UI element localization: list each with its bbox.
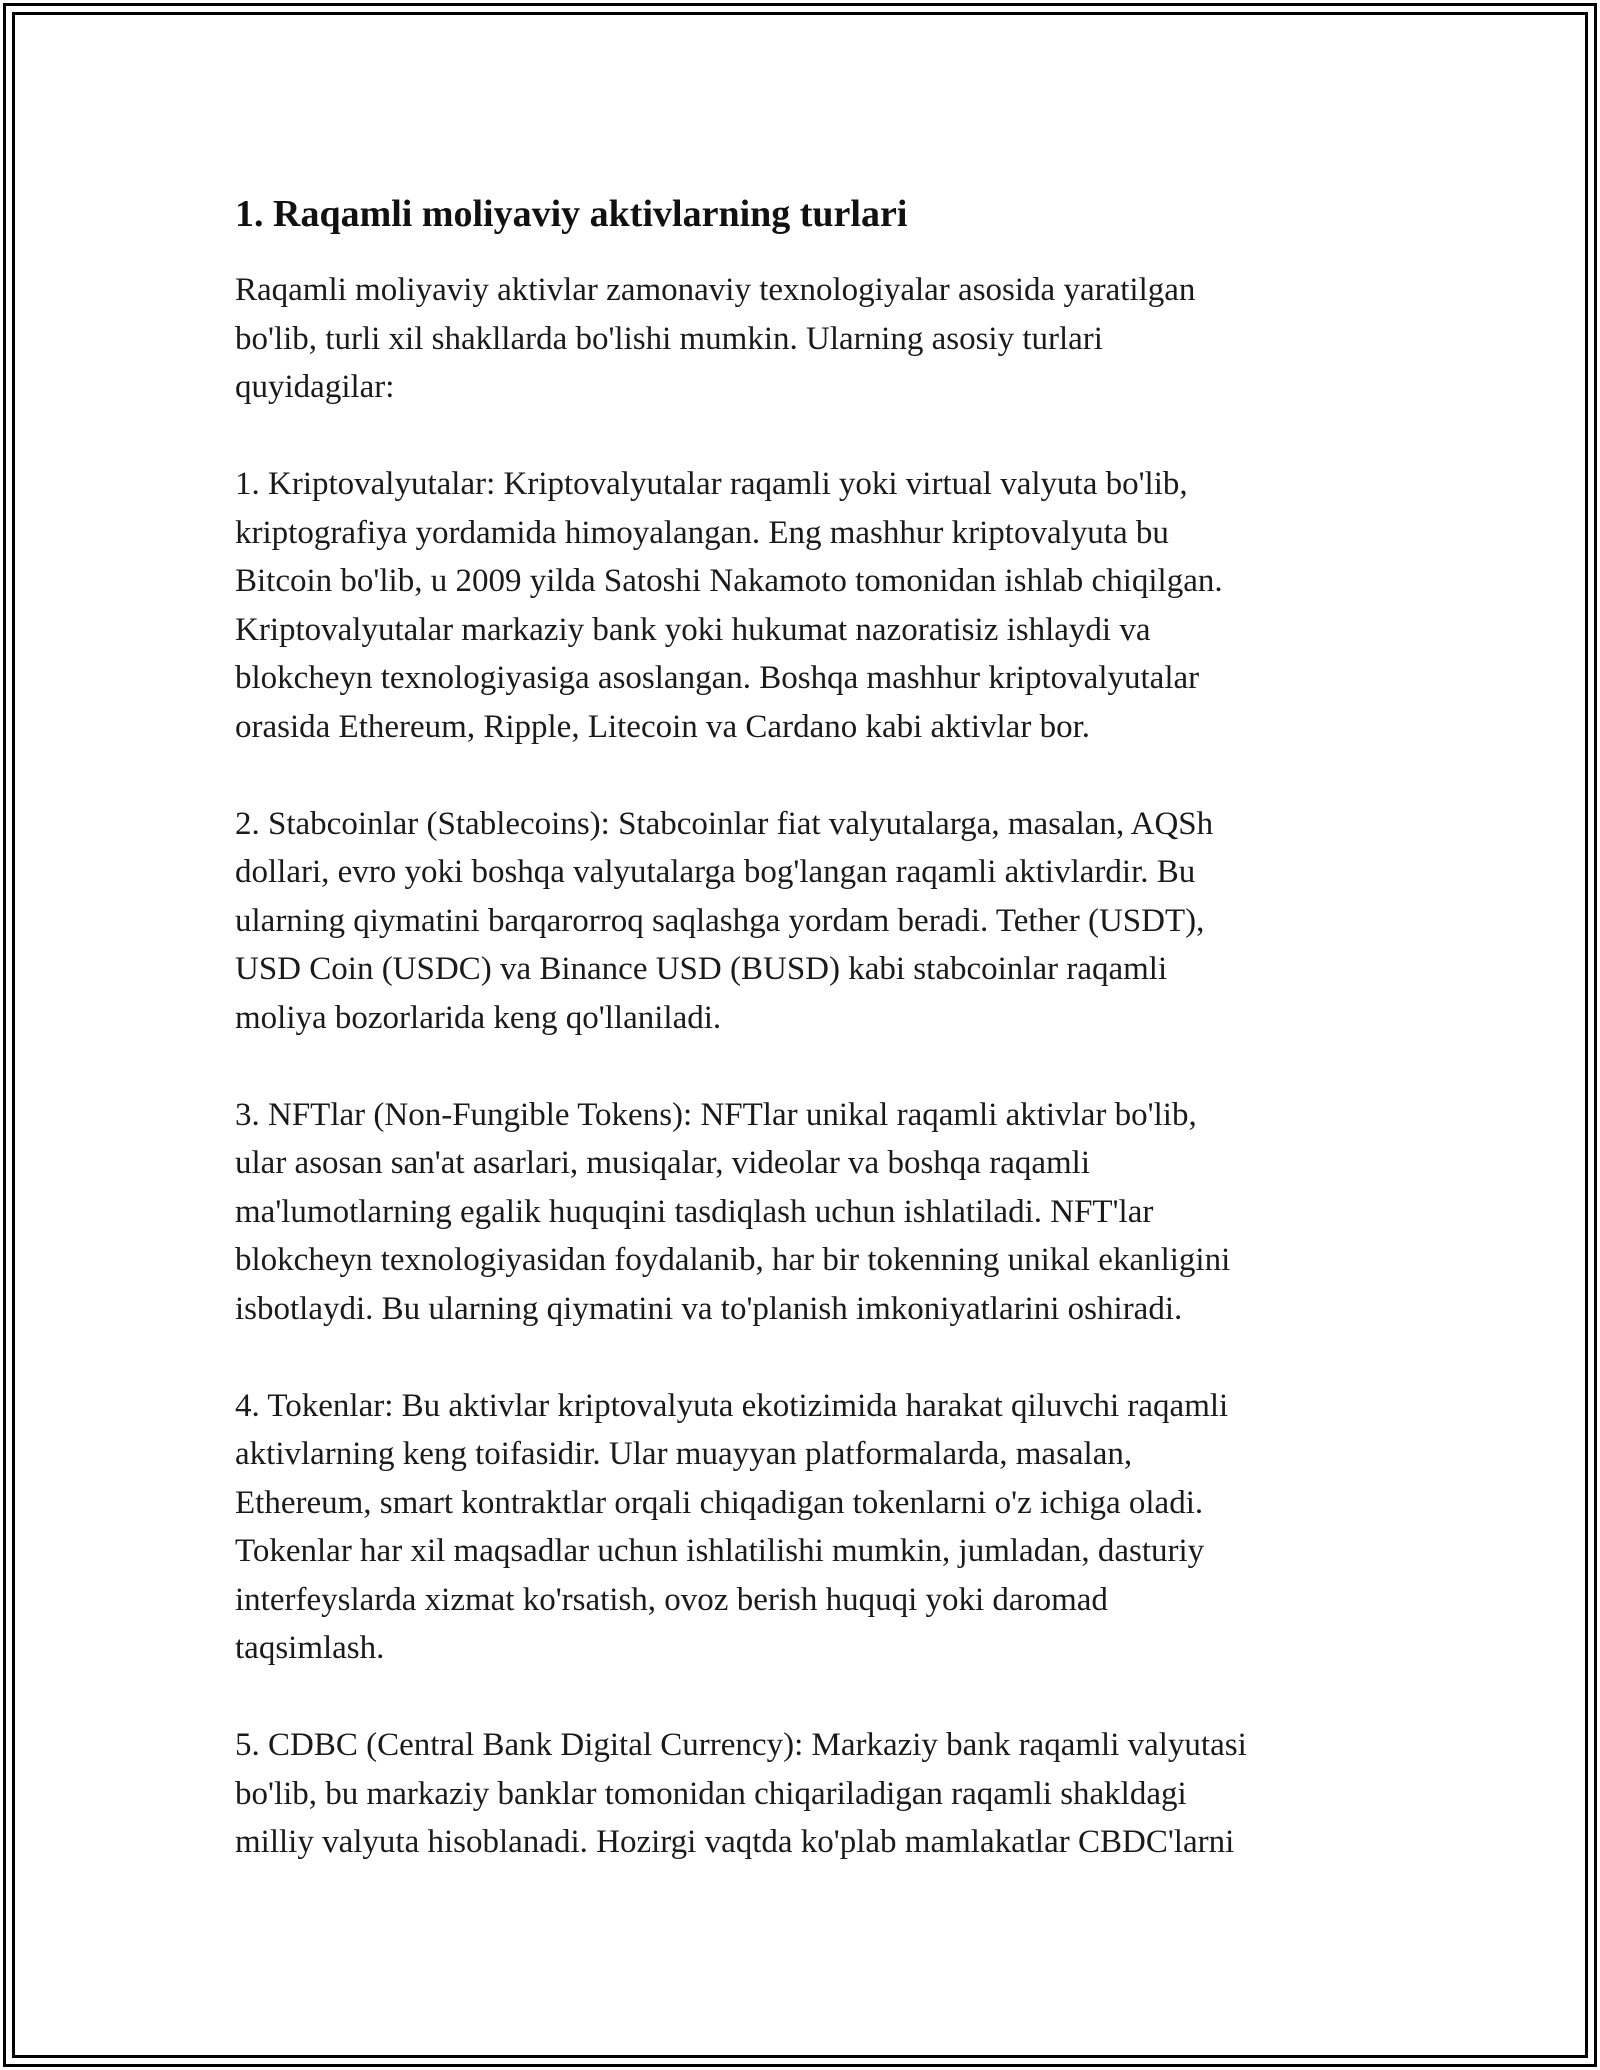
intro-paragraph: Raqamli moliyaviy aktivlar zamonaviy texnologiyalar asosida yaratilgan bo'lib, turli xil shakllarda bo'lishi mumkin. Ularning asosiy turlari quyidagilar:	[235, 272, 1196, 405]
paragraph-tokens: 4. Tokenlar: Bu aktivlar kriptovalyuta ekotizimida harakat qiluvchi raqamli aktivlarning keng toifasidir. Ular muayyan platformalarda, masalan, Ethereum, smart kontraktlar orqali chiqadigan tokenlarni o'z ichiga oladi. Tokenlar har xil maqsadlar uchun ishlatilishi mumkin, jumladan, dasturiy interfeyslarda xizmat ko'rsatish, ovoz berish huquqi yoki daromad taqsimlash.	[235, 1387, 1229, 1666]
paragraph-stablecoins: 2. Stabcoinlar (Stablecoins): Stabcoinlar fiat valyutalarga, masalan, AQSh dollari, evro yoki boshqa valyutalarga bog'langan raqamli aktivlardir. Bu ularning qiymatini barqarorroq saqlashga yordam beradi. Tether (USDT), USD Coin (USDC) va Binance USD (BUSD) kabi stabcoinlar raqamli moliya bozorlarida keng qo'llaniladi.	[235, 805, 1214, 1036]
document-page	[235, 186, 1385, 1915]
section-title: 1. Raqamli moliyaviy aktivlarning turlari	[235, 193, 908, 235]
paragraph-cbdc: 5. CDBC (Central Bank Digital Currency): Markaziy bank raqamli valyutasi bo'lib, bu markaziy banklar tomonidan chiqariladigan raqamli shakldagi milliy valyuta hisoblanadi. Hozirgi vaqtda ko'plab mamlakatlar CBDC'larni	[235, 1727, 1247, 1860]
paragraph-nfts: 3. NFTlar (Non-Fungible Tokens): NFTlar unikal raqamli aktivlar bo'lib, ular asosan san'at asarlari, musiqalar, videolar va boshqa raqamli ma'lumotlarning egalik huquqini tasdiqlash uchun ishlatiladi. NFT'lar blokcheyn texnologiyasidan foydalanib, har bir tokenning unikal ekanligini isbotlaydi. Bu ularning qiymatini va to'planish imkoniyatlarini oshiradi.	[235, 1096, 1231, 1327]
paragraph-cryptocurrencies: 1. Kriptovalyutalar: Kriptovalyutalar raqamli yoki virtual valyuta bo'lib, kriptografiya yordamida himoyalangan. Eng mashhur kriptovalyuta bu Bitcoin bo'lib, u 2009 yilda Satoshi Nakamoto tomonidan ishlab chiqilgan. Kriptovalyutalar markaziy bank yoki hukumat nazoratisiz ishlaydi va blokcheyn texnologiyasiga asoslangan. Boshqa mashhur kriptovalyutalar orasida Ethereum, Ripple, Litecoin va Cardano kabi aktivlar bor.	[235, 466, 1223, 745]
